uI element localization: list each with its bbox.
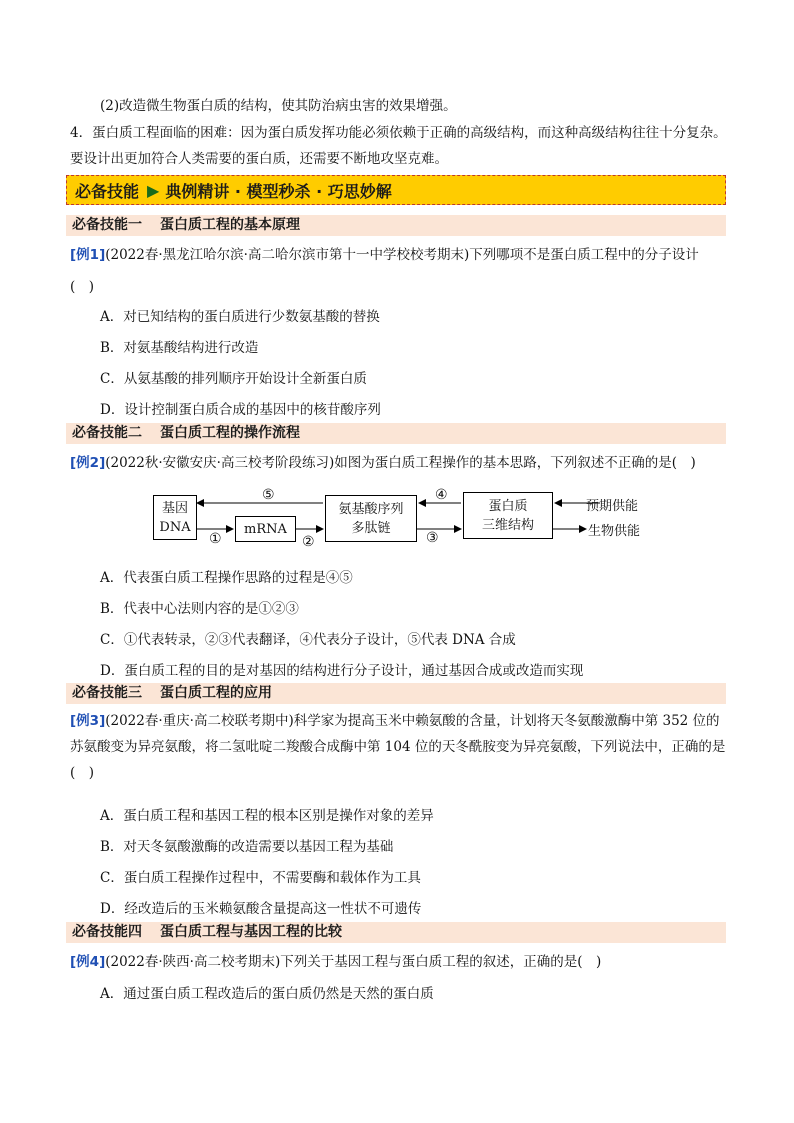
option-c: C．从氨基酸的排列顺序开始设计全新蛋白质 [100,371,367,387]
example-text: (2022春·黑龙江哈尔滨·高二哈尔滨市第十一中学校校考期末)下列哪项不是蛋白质工程中的分子设计 [105,247,699,263]
banner-right: 典例精讲 · 模型秒杀 · 巧思妙解 [165,181,392,201]
option-a: A．蛋白质工程和基因工程的根本区别是操作对象的差异 [100,808,434,824]
box-aa-label: 氨基酸序列 [338,501,404,517]
box-protein-label: 蛋白质 [488,498,528,514]
play-icon: ▶ [147,180,160,200]
example-1-blank: ( ) [70,279,95,295]
option-d: D．设计控制蛋白质合成的基因中的核苷酸序列 [100,402,381,418]
skill-subtitle: 蛋白质工程的基本原理 [160,217,300,233]
example-4-stem [70,950,601,970]
example-text: (2022春·陕西·高二校考期末)下列关于基因工程与蛋白质工程的叙述，正确的是( ) [105,954,602,970]
box-dna-label: DNA [159,519,191,535]
box-structure-label: 三维结构 [481,517,534,533]
intro-paragraph-4: 4．蛋白质工程面临的困难：因为蛋白质发挥功能必须依赖于正确的高级结构，而这种高级结构往往十分复杂。要设计出更加符合人类需要的蛋白质，还需要不断地攻坚克难。 [70,125,727,167]
skill-title: 必备技能四 [72,924,142,940]
example-tag: [例4] [70,954,106,970]
skill-subtitle: 蛋白质工程与基因工程的比较 [160,924,342,940]
step-5: ⑤ [262,487,275,503]
step-4: ④ [435,487,448,503]
label-expected-function: 预期供能 [586,499,639,514]
example-tag: [例3] [70,713,106,729]
skill-header-3 [66,683,726,704]
box-peptide-label: 多肽链 [351,520,391,536]
option-a: A．对已知结构的蛋白质进行少数氨基酸的替换 [100,309,380,325]
skill-header-4 [66,922,726,943]
skill-title: 必备技能三 [72,685,142,701]
intro-line-1: (2)改造微生物蛋白质的结构，使其防治病虫害的效果增强。 [100,98,457,114]
option-b: B．对天冬氨酸激酶的改造需要以基因工程为基础 [100,839,394,855]
step-3: ③ [426,530,439,546]
box-mrna [235,516,296,542]
box-amino-acid [325,495,417,542]
option-c: C．①代表转录，②③代表翻译，④代表分子设计，⑤代表 DNA 合成 [100,632,516,648]
label-bio-function: 生物供能 [588,524,641,539]
option-a: A．代表蛋白质工程操作思路的过程是④⑤ [100,570,353,586]
example-text: (2022秋·安徽安庆·高三校考阶段练习)如图为蛋白质工程操作的基本思路，下列叙述不正确的是( ) [105,455,696,471]
skill-subtitle: 蛋白质工程的应用 [160,685,272,701]
option-b: B．对氨基酸结构进行改造 [100,340,259,356]
box-mrna-label: mRNA [244,521,287,537]
box-gene-dna [153,495,197,540]
box-protein [463,492,553,539]
skill-title: 必备技能一 [72,217,142,233]
step-2: ② [302,534,315,550]
example-3-stem [70,708,730,786]
example-text: (2022春·重庆·高二校联考期中)科学家为提高玉米中赖氨酸的含量，计划将天冬氨酸激酶中第 352 位的苏氨酸变为异亮氨酸，将二氢吡啶二羧酸合成酶中第 104 位的天冬酰胺变为异亮氨酸，下列说法中，正确的是( ) [70,713,726,781]
box-gene-label: 基因 [161,500,188,516]
banner-left: 必备技能 [75,181,140,201]
option-d: D．蛋白质工程的目的是对基因的结构进行分子设计，通过基因合成或改造而实现 [100,663,584,679]
example-tag: [例1] [70,247,106,263]
example-tag: [例2] [70,455,106,471]
step-1: ① [209,531,222,547]
skill-subtitle: 蛋白质工程的操作流程 [160,425,300,441]
option-a: A．通过蛋白质工程改造后的蛋白质仍然是天然的蛋白质 [100,986,434,1002]
option-b: B．代表中心法则内容的是①②③ [100,601,299,617]
option-d: D．经改造后的玉米赖氨酸含量提高这一性状不可遗传 [100,901,422,917]
skill-title: 必备技能二 [72,425,142,441]
option-c: C．蛋白质工程操作过程中，不需要酶和载体作为工具 [100,870,421,886]
